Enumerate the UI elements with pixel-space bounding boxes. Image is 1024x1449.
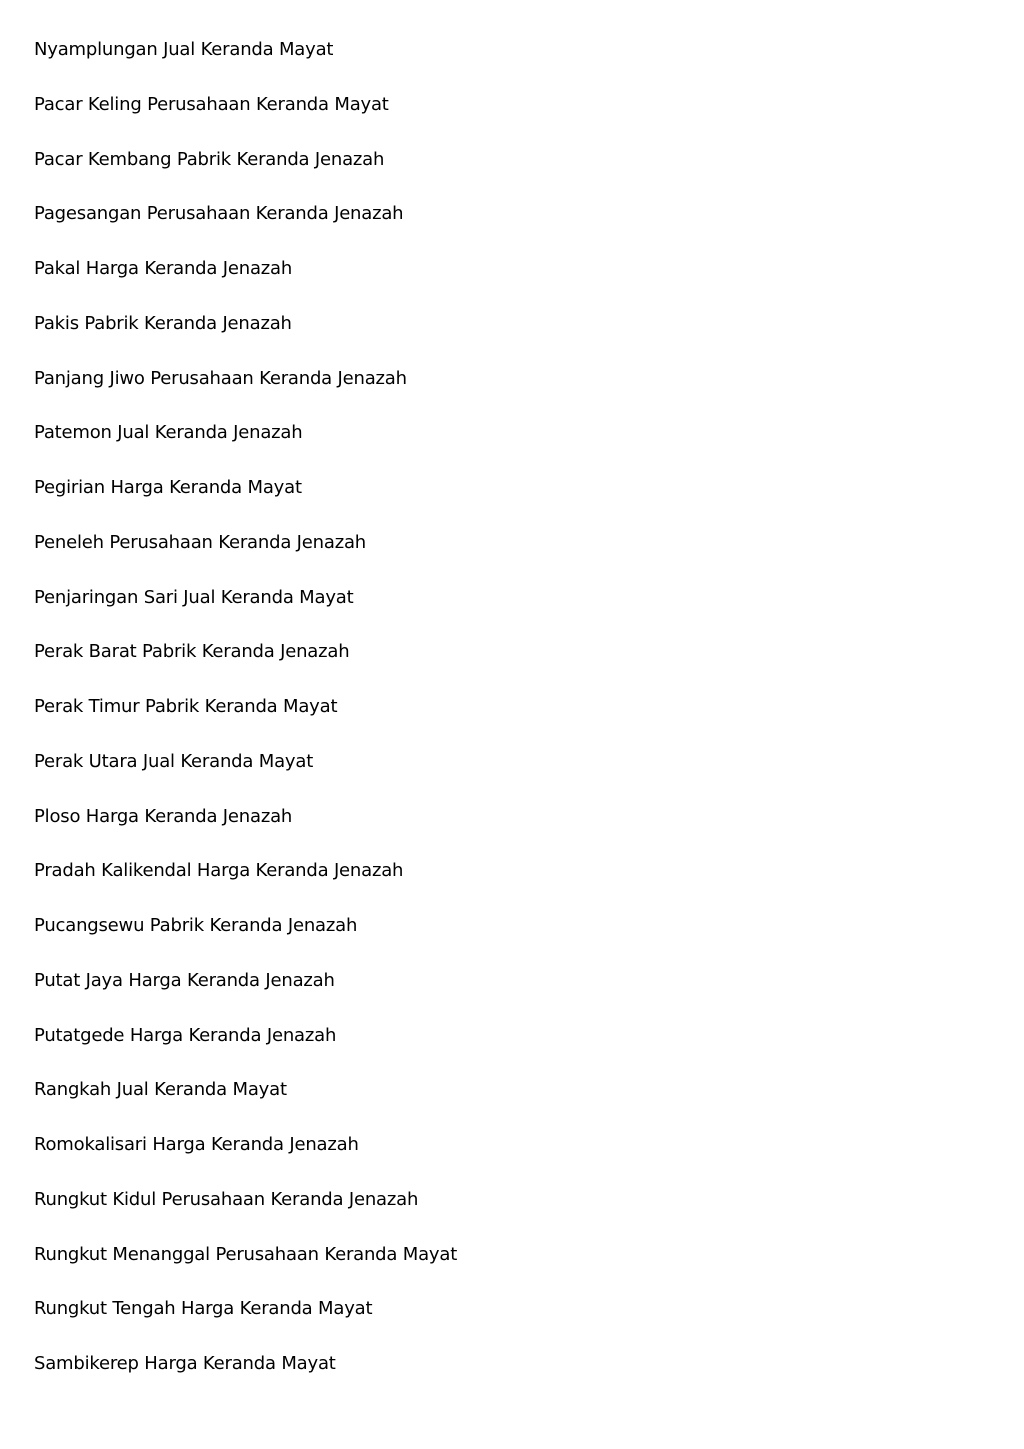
list-item: Pacar Keling Perusahaan Keranda Mayat [34,93,389,115]
list-item: Panjang Jiwo Perusahaan Keranda Jenazah [34,367,407,389]
list-item: Rungkut Kidul Perusahaan Keranda Jenazah [34,1188,419,1210]
list-item: Patemon Jual Keranda Jenazah [34,422,303,444]
list-item: Penjaringan Sari Jual Keranda Mayat [34,586,354,608]
list-item: Rangkah Jual Keranda Mayat [34,1079,287,1101]
list-item: Rungkut Menanggal Perusahaan Keranda Mayat [34,1243,458,1265]
list-item: Pegirian Harga Keranda Mayat [34,477,302,498]
list-item: Rungkut Tengah Harga Keranda Mayat [34,1298,373,1320]
list-item: Pacar Kembang Pabrik Keranda Jenazah [34,148,385,170]
list-item: Romokalisari Harga Keranda Jenazah [34,1134,359,1155]
list-item: Pucangsewu Pabrik Keranda Jenazah [34,915,358,936]
list-item: Pradah Kalikendal Harga Keranda Jenazah [34,860,404,882]
list-item: Pakal Harga Keranda Jenazah [34,258,293,279]
list-item: Sambikerep Harga Keranda Mayat [34,1353,336,1374]
list-item: Perak Utara Jual Keranda Mayat [34,750,314,772]
list-item: Nyamplungan Jual Keranda Mayat [34,39,334,60]
list-item: Pakis Pabrik Keranda Jenazah [34,312,292,334]
list-item: Putat Jaya Harga Keranda Jenazah [34,969,335,991]
list-item: Putatgede Harga Keranda Jenazah [34,1024,337,1046]
list-item: Peneleh Perusahaan Keranda Jenazah [34,531,366,553]
list-item: Perak Timur Pabrik Keranda Mayat [34,696,338,717]
list-item: Ploso Harga Keranda Jenazah [34,805,293,827]
list-item: Pagesangan Perusahaan Keranda Jenazah [34,203,404,225]
list-item: Perak Barat Pabrik Keranda Jenazah [34,641,350,663]
entry-list [34,36,457,1405]
